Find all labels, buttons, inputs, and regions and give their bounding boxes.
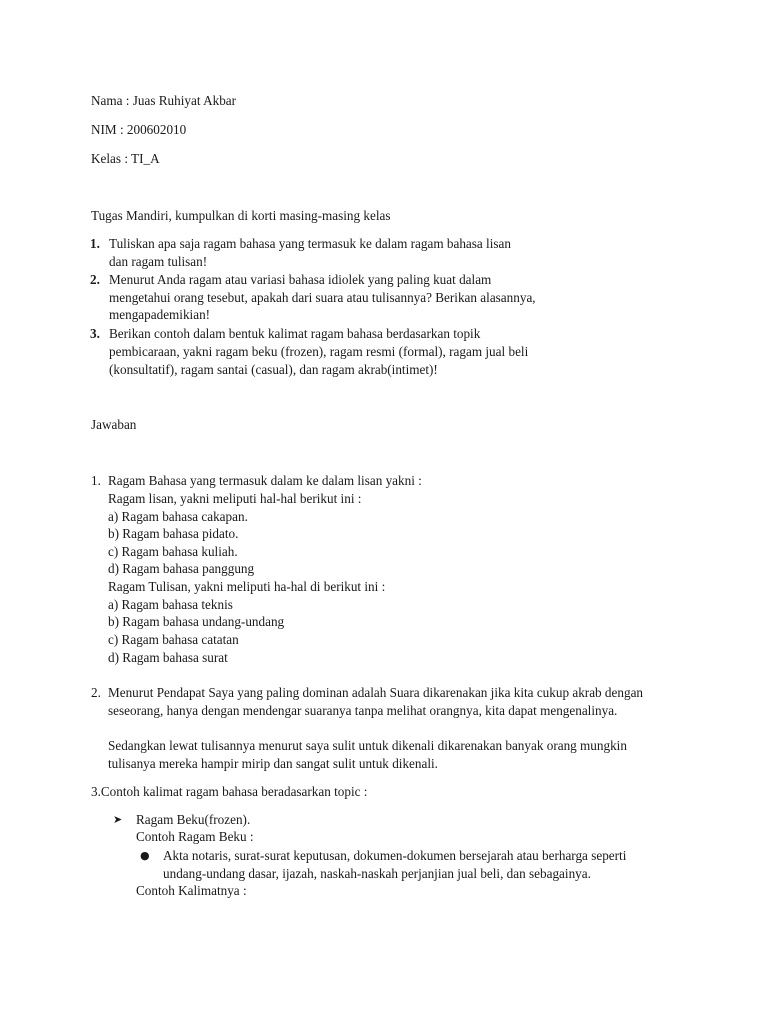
answer-line: Ragam Tulisan, yakni meliputi ha-hal di berikut ini :	[108, 579, 386, 594]
answer-line: Sedangkan lewat tulisannya menurut saya sulit untuk dikenali dikarenakan banyak orang mungkin	[108, 738, 627, 753]
example-line: undang-undang dasar, ijazah, naskah-naskah perjanjian jual beli, dan sebagainya.	[163, 866, 591, 881]
answer-line: Ragam lisan, yakni meliputi hal-hal berikut ini :	[108, 491, 362, 506]
answers-heading: Jawaban	[91, 417, 137, 432]
question-number: 2.	[90, 272, 100, 287]
question-number: 3.	[90, 326, 100, 341]
answer-line: seseorang, hanya dengan mendengar suaranya tanpa melihat orangnya, kita dapat mengenalinya.	[108, 703, 618, 718]
question-text-line: mengetahui orang tesebut, apakah dari suara atau tulisannya? Berikan alasannya,	[109, 290, 536, 305]
question-text-line: Berikan contoh dalam bentuk kalimat ragam bahasa berdasarkan topik	[109, 326, 481, 341]
sentence-label: Contoh Kalimatnya :	[136, 883, 247, 898]
bullet-title: Ragam Beku(frozen).	[136, 812, 251, 827]
question-text-line: Menurut Anda ragam atau variasi bahasa idiolek yang paling kuat dalam	[109, 272, 492, 287]
question-text-line: (konsultatif), ragam santai (casual), dan ragam akrab(intimet)!	[109, 362, 438, 377]
answer-line: b) Ragam bahasa pidato.	[108, 526, 239, 541]
answer-heading: 3.Contoh kalimat ragam bahasa beradasarkan topic :	[91, 784, 368, 799]
name-line: Nama : Juas Ruhiyat Akbar	[91, 93, 237, 108]
answer-line: Ragam Bahasa yang termasuk dalam ke dalam lisan yakni :	[108, 473, 422, 488]
class-line: Kelas : TI_A	[91, 151, 160, 166]
answer-line: tulisanya mereka hampir mirip dan sangat sulit untuk dikenali.	[108, 756, 438, 771]
example-label: Contoh Ragam Beku :	[136, 829, 254, 844]
answer-line: d) Ragam bahasa panggung	[108, 561, 255, 576]
question-text-line: Tuliskan apa saja ragam bahasa yang termasuk ke dalam ragam bahasa lisan	[109, 236, 511, 251]
arrow-bullet-icon: ➤	[113, 813, 123, 826]
question-text-line: pembicaraan, yakni ragam beku (frozen), ragam resmi (formal), ragam jual beli	[109, 344, 529, 359]
answer-number: 2.	[91, 685, 101, 700]
question-number: 1.	[90, 236, 100, 251]
answer-line: c) Ragam bahasa catatan	[108, 632, 239, 647]
answer-line: a) Ragam bahasa cakapan.	[108, 509, 248, 524]
answer-line: c) Ragam bahasa kuliah.	[108, 544, 238, 559]
dot-bullet-icon: ●	[140, 849, 150, 862]
answer-line: b) Ragam bahasa undang-undang	[108, 614, 285, 629]
answer-line: a) Ragam bahasa teknis	[108, 597, 233, 612]
question-text-line: mengapademikian!	[109, 307, 211, 322]
question-text-line: dan ragam tulisan!	[109, 254, 208, 269]
task-intro: Tugas Mandiri, kumpulkan di korti masing-masing kelas	[91, 208, 391, 223]
answer-line: d) Ragam bahasa surat	[108, 650, 228, 665]
answer-line: Menurut Pendapat Saya yang paling dominan adalah Suara dikarenakan jika kita cukup akrab dengan	[108, 685, 644, 700]
example-line: Akta notaris, surat-surat keputusan, dokumen-dokumen bersejarah atau berharga seperti	[163, 848, 627, 863]
answer-number: 1.	[91, 473, 101, 488]
nim-line: NIM : 200602010	[91, 122, 187, 137]
